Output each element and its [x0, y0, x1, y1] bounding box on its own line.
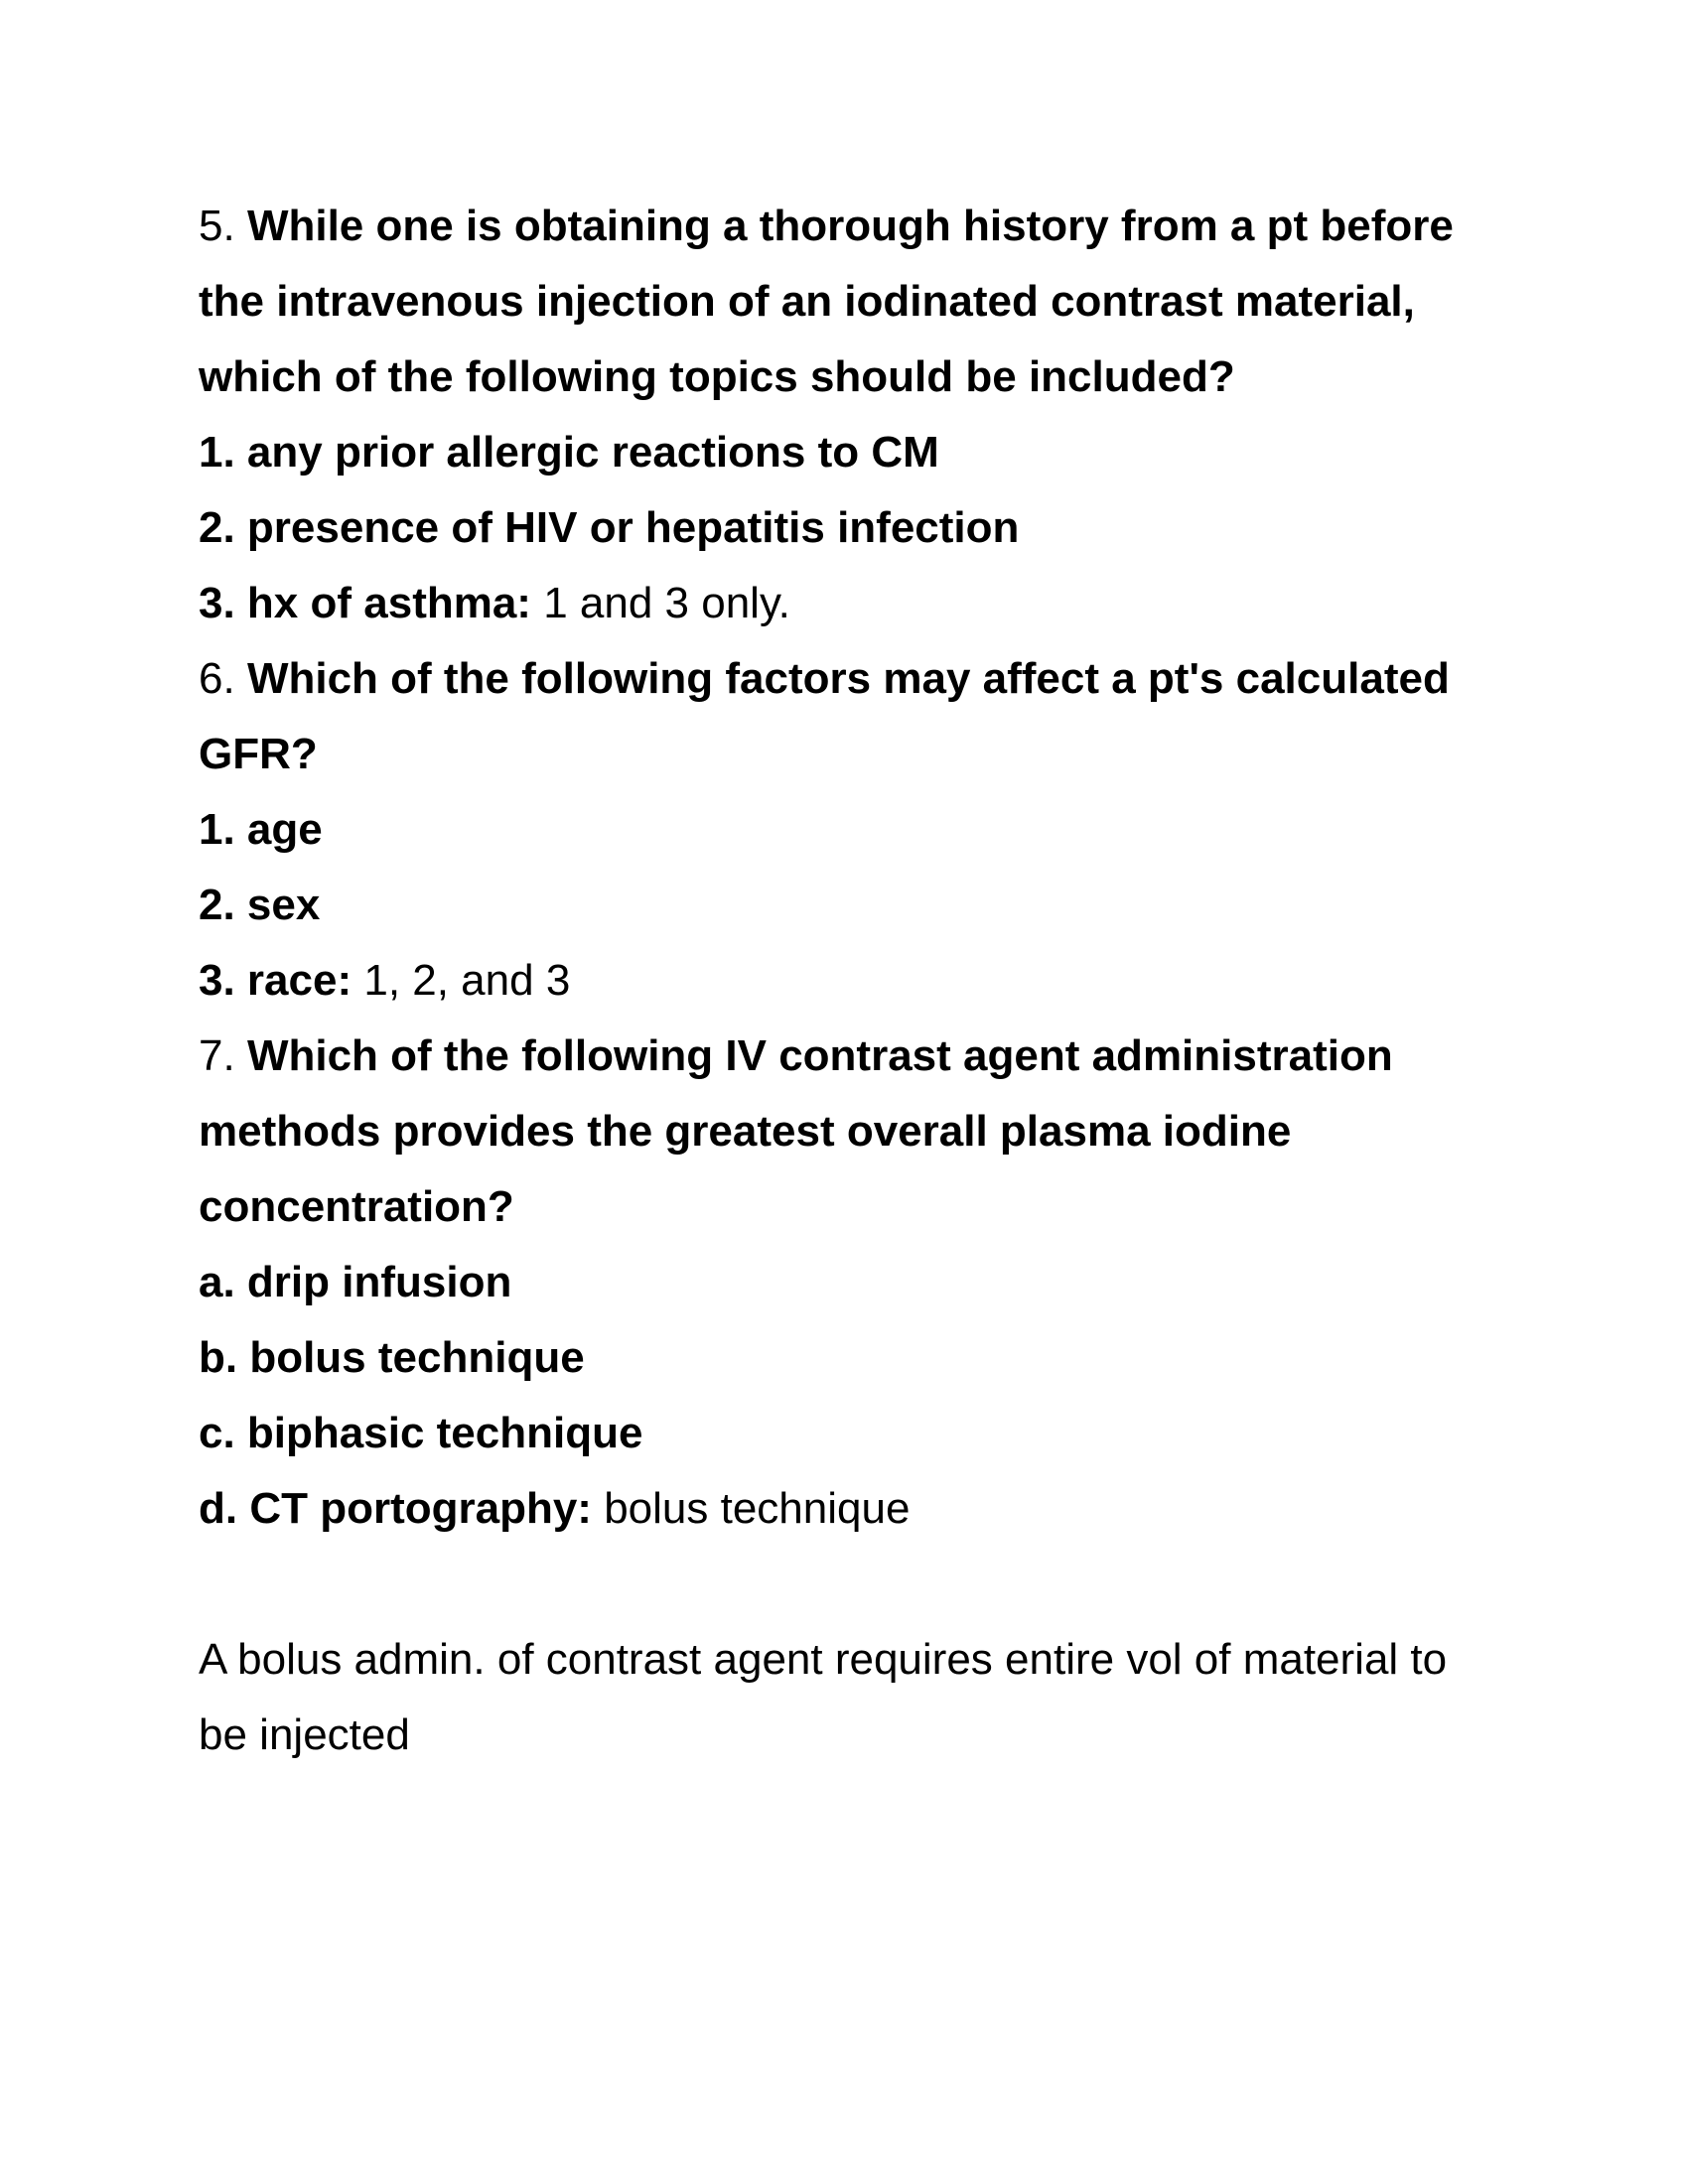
question-7 — [199, 1019, 1509, 1547]
note-line-2: be injected — [199, 1710, 410, 1759]
question-5-stem-line-1 — [199, 189, 1509, 264]
question-7-option-d — [199, 1471, 1509, 1547]
question-6-option-3 — [199, 943, 1509, 1019]
question-5-option-2: 2. presence of HIV or hepatitis infection — [199, 503, 1020, 552]
explanation-note — [199, 1622, 1509, 1773]
paragraph-spacer — [199, 1547, 1509, 1622]
answer-text: 1 and 3 only. — [543, 579, 790, 627]
question-5-option-1: 1. any prior allergic reactions to CM — [199, 428, 939, 477]
option-label: d. CT portography: — [199, 1484, 592, 1533]
document-page — [199, 189, 1509, 1773]
answer-text: bolus technique — [604, 1484, 911, 1533]
question-7-option-a: a. drip infusion — [199, 1258, 512, 1306]
question-5 — [199, 189, 1509, 641]
question-number: 5. — [199, 202, 235, 250]
option-label: 3. hx of asthma: — [199, 579, 531, 627]
answer-text: 1, 2, and 3 — [363, 956, 571, 1005]
note-line-1: A bolus admin. of contrast agent requires entire vol of material to — [199, 1635, 1448, 1684]
question-5-stem-line-3: which of the following topics should be included? — [199, 352, 1235, 401]
question-text: Which of the following IV contrast agent administration — [246, 1031, 1393, 1080]
option-label: 3. race: — [199, 956, 352, 1005]
question-5-option-3 — [199, 566, 1509, 641]
question-5-stem-line-2: the intravenous injection of an iodinated contrast material, — [199, 277, 1415, 326]
question-6-option-2: 2. sex — [199, 881, 321, 929]
question-7-stem-line-3: concentration? — [199, 1182, 514, 1231]
question-6 — [199, 641, 1509, 1019]
question-7-stem-line-2: methods provides the greatest overall plasma iodine — [199, 1107, 1292, 1156]
question-6-option-1: 1. age — [199, 805, 323, 854]
question-7-option-c: c. biphasic technique — [199, 1409, 643, 1457]
question-7-stem-line-1 — [199, 1019, 1509, 1094]
question-number: 6. — [199, 654, 235, 703]
question-number: 7. — [199, 1031, 235, 1080]
question-text: Which of the following factors may affect a pt's calculated — [246, 654, 1450, 703]
question-text: While one is obtaining a thorough history from a pt before — [246, 202, 1454, 250]
question-6-stem-line-1 — [199, 641, 1509, 717]
question-7-option-b: b. bolus technique — [199, 1333, 585, 1382]
question-6-stem-line-2: GFR? — [199, 730, 318, 778]
